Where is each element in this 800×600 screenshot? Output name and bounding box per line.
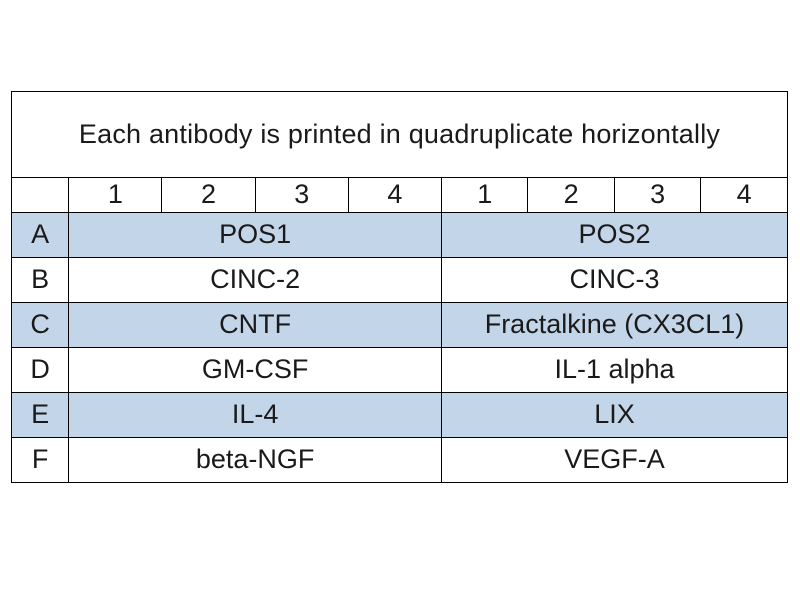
table-row: [12, 258, 788, 303]
column-number-6: 2: [528, 178, 614, 213]
analyte-b-right: CINC-3: [442, 258, 788, 303]
table-row: [12, 303, 788, 348]
column-number-5: 1: [442, 178, 528, 213]
caption-row: [12, 92, 788, 178]
analyte-a-right: POS2: [442, 213, 788, 258]
column-number-4: 4: [348, 178, 441, 213]
table-row: [12, 393, 788, 438]
analyte-b-left: CINC-2: [69, 258, 442, 303]
array-caption: Each antibody is printed in quadruplicate horizontally: [12, 92, 788, 178]
analyte-c-right: Fractalkine (CX3CL1): [442, 303, 788, 348]
column-number-7: 3: [614, 178, 700, 213]
column-number-8: 4: [701, 178, 788, 213]
row-label-d: D: [12, 348, 69, 393]
analyte-e-left: IL-4: [69, 393, 442, 438]
column-number-3: 3: [255, 178, 348, 213]
analyte-e-right: LIX: [442, 393, 788, 438]
corner-cell: [12, 178, 69, 213]
analyte-c-left: CNTF: [69, 303, 442, 348]
table-row: [12, 348, 788, 393]
antibody-array-map-table: [11, 91, 788, 483]
row-label-c: C: [12, 303, 69, 348]
analyte-a-left: POS1: [69, 213, 442, 258]
analyte-d-left: GM-CSF: [69, 348, 442, 393]
analyte-f-right: VEGF-A: [442, 438, 788, 483]
row-label-a: A: [12, 213, 69, 258]
table-row: [12, 438, 788, 483]
column-header-row: [12, 178, 788, 213]
row-label-f: F: [12, 438, 69, 483]
column-number-2: 2: [162, 178, 255, 213]
analyte-f-left: beta-NGF: [69, 438, 442, 483]
table-row: [12, 213, 788, 258]
row-label-b: B: [12, 258, 69, 303]
analyte-d-right: IL-1 alpha: [442, 348, 788, 393]
column-number-1: 1: [69, 178, 162, 213]
row-label-e: E: [12, 393, 69, 438]
